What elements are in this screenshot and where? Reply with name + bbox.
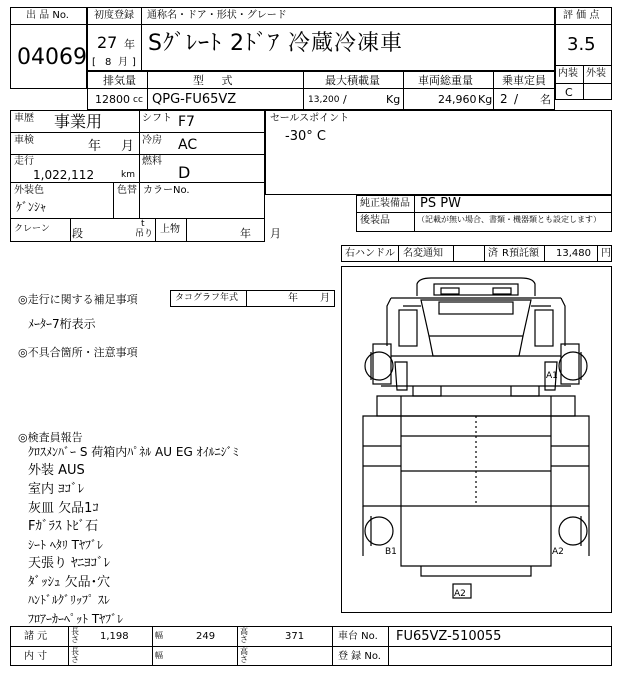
interior-grade: C (565, 86, 573, 99)
gross-weight-value: 24,960 (438, 93, 477, 106)
fuel-value: D (178, 163, 191, 182)
sales-point-label: セールスポイント (270, 113, 350, 124)
upper-month: 月 (270, 227, 281, 240)
score-value: 3.5 (567, 34, 596, 55)
ac-value: AC (178, 137, 198, 153)
capacity-sep: / (514, 92, 519, 106)
first-reg-label: 初度登録 (94, 10, 134, 21)
height-value: 371 (285, 631, 305, 642)
inspector-note: ﾊﾝﾄﾞﾙｸﾞﾘｯﾌﾟ ｽﾚ (28, 593, 110, 607)
length-label-2: 長さ (71, 647, 79, 664)
running-label: ◎走行に関する補足事項 (18, 293, 138, 306)
aftermarket-label: 後装品 (360, 215, 390, 226)
ac-label: 冷房 (142, 135, 162, 146)
mileage-value: 1,022,112 (33, 168, 95, 182)
damage-mark: B1 (385, 547, 397, 557)
sales-point-value: -30° C (285, 129, 326, 144)
history-value: 事業用 (54, 112, 103, 131)
crane-stage: 段 (72, 227, 83, 240)
name-change-label: 名変通知 (403, 248, 443, 259)
crane-label: クレーン (14, 224, 50, 234)
damage-mark: A1 (546, 371, 558, 381)
type-value: QPG-FU65VZ (152, 92, 237, 107)
dimensions-label: 諸 元 (24, 631, 48, 642)
inspector-note: 外装 AUS (28, 463, 85, 478)
inspector-note: ﾀﾞｯｼｭ 欠品･穴 (28, 575, 111, 590)
capacity-label: 乗車定員 (502, 74, 546, 87)
crane-hoist: 吊り (135, 229, 154, 239)
lot-number: 04069 (17, 45, 87, 70)
displacement-value: 12800 (95, 93, 130, 106)
inspection-month-unit: 月 (121, 139, 135, 154)
recycle-fee-value: 13,480 (556, 248, 591, 259)
history-label: 車歴 (14, 113, 34, 124)
capacity-value: 2 (500, 92, 508, 106)
score-label: 評 価 点 (563, 10, 600, 21)
recycle-done-label: 済 (488, 248, 498, 259)
shift-value: F7 (178, 114, 195, 130)
registration-label: 登 録 No. (338, 651, 381, 662)
exterior-label: 外装 (586, 68, 606, 79)
defect-label: ◎不具合箇所・注意事項 (18, 346, 138, 359)
upper-year: 年 (240, 227, 251, 240)
truck-diagram (341, 266, 612, 613)
interior-dim-label: 内 寸 (24, 651, 48, 662)
inspector-note: ｼｰﾄ ﾍﾀﾘ Tﾔﾌﾞﾚ (28, 538, 103, 552)
tachograph-month: 月 (320, 293, 330, 304)
month-value: 8 (105, 57, 112, 68)
max-load-sep: / (343, 93, 347, 106)
chassis-label: 車台 No. (338, 631, 378, 642)
month-open-bracket: [ (92, 57, 96, 68)
height-label-2: 高さ (240, 647, 248, 664)
inspector-note: ｸﾛｽﾒﾝﾊﾞｰ S 荷箱内ﾊﾟﾈﾙ AU EG ｵｲﾙﾆｼﾞﾐ (28, 445, 239, 459)
max-load-value: 13,200 (308, 95, 340, 105)
color-code-label: 色替 (117, 185, 137, 196)
recycle-unit: 円 (601, 248, 611, 259)
damage-mark: A2 (552, 547, 564, 557)
model-label: 通称名・ドア・形状・グレード (147, 10, 287, 21)
tachograph-label: タコグラフ年式 (175, 293, 239, 303)
lot-label: 出 品 No. (26, 10, 69, 21)
gross-weight-unit: Kg (478, 93, 493, 106)
month-unit: 月 (118, 57, 128, 68)
capacity-unit: 名 (540, 93, 551, 106)
chassis-value: FU65VZ-510055 (396, 629, 502, 644)
tachograph-year: 年 (288, 293, 298, 304)
genuine-value: PS PW (420, 196, 461, 211)
recycle-fee-label: R預託額 (502, 248, 539, 259)
color-no-label: カラーNo. (143, 185, 190, 196)
upper-label: 上物 (160, 224, 180, 235)
max-load-unit: Kg (386, 93, 401, 106)
inspector-note: 室内 ﾖｺﾞﾚ (28, 482, 85, 497)
width-label: 幅 (155, 631, 163, 640)
gross-weight-label: 車両総重量 (418, 74, 473, 87)
crane-t: t (141, 219, 145, 229)
inspector-note: Fｶﾞﾗｽ ﾄﾋﾞ石 (28, 519, 99, 534)
year-unit: 年 (124, 38, 135, 51)
fuel-label: 燃料 (142, 156, 162, 167)
aftermarket-note: （記載が無い場合、書類・機器類とも設定します） (417, 215, 601, 224)
height-label: 高さ (240, 627, 248, 644)
color-label: 外装色 (14, 185, 44, 196)
inspector-note: 灰皿 欠品1ｺ (28, 501, 99, 516)
inspection-year-unit: 年 (88, 139, 102, 154)
color-value: ｹﾞﾝｼｬ (16, 200, 47, 214)
length-label: 長さ (71, 627, 79, 644)
length-value: 1,198 (100, 631, 129, 642)
genuine-label: 純正装備品 (360, 198, 410, 209)
mileage-unit: km (121, 170, 135, 180)
shift-label: シフト (142, 113, 172, 124)
inspector-note: 天張り ﾔﾆﾖｺﾞﾚ (28, 556, 111, 571)
width-value: 249 (196, 631, 216, 642)
running-note: ﾒｰﾀｰ7桁表示 (28, 317, 96, 331)
max-load-label: 最大積載量 (325, 74, 380, 87)
year-value: 27 (97, 33, 118, 52)
inspection-label: 車検 (14, 135, 34, 146)
right-hand-label: 右ハンドル (345, 248, 395, 259)
inspector-note: ﾌﾛｱｰｶｰﾍﾟｯﾄ Tﾔﾌﾞﾚ (28, 612, 124, 626)
displacement-unit: cc (133, 95, 143, 105)
type-label: 型 式 (193, 74, 233, 87)
damage-mark: A2 (454, 589, 466, 599)
model-name: Sｸﾞﾚｰﾄ 2ﾄﾞｱ 冷蔵冷凍車 (148, 31, 403, 56)
displacement-label: 排気量 (103, 74, 136, 87)
inspector-label: ◎検査員報告 (18, 431, 83, 444)
month-close-bracket: ] (132, 57, 136, 68)
mileage-label: 走行 (14, 156, 34, 167)
interior-label: 内装 (558, 68, 578, 79)
width-label-2: 幅 (155, 651, 163, 660)
